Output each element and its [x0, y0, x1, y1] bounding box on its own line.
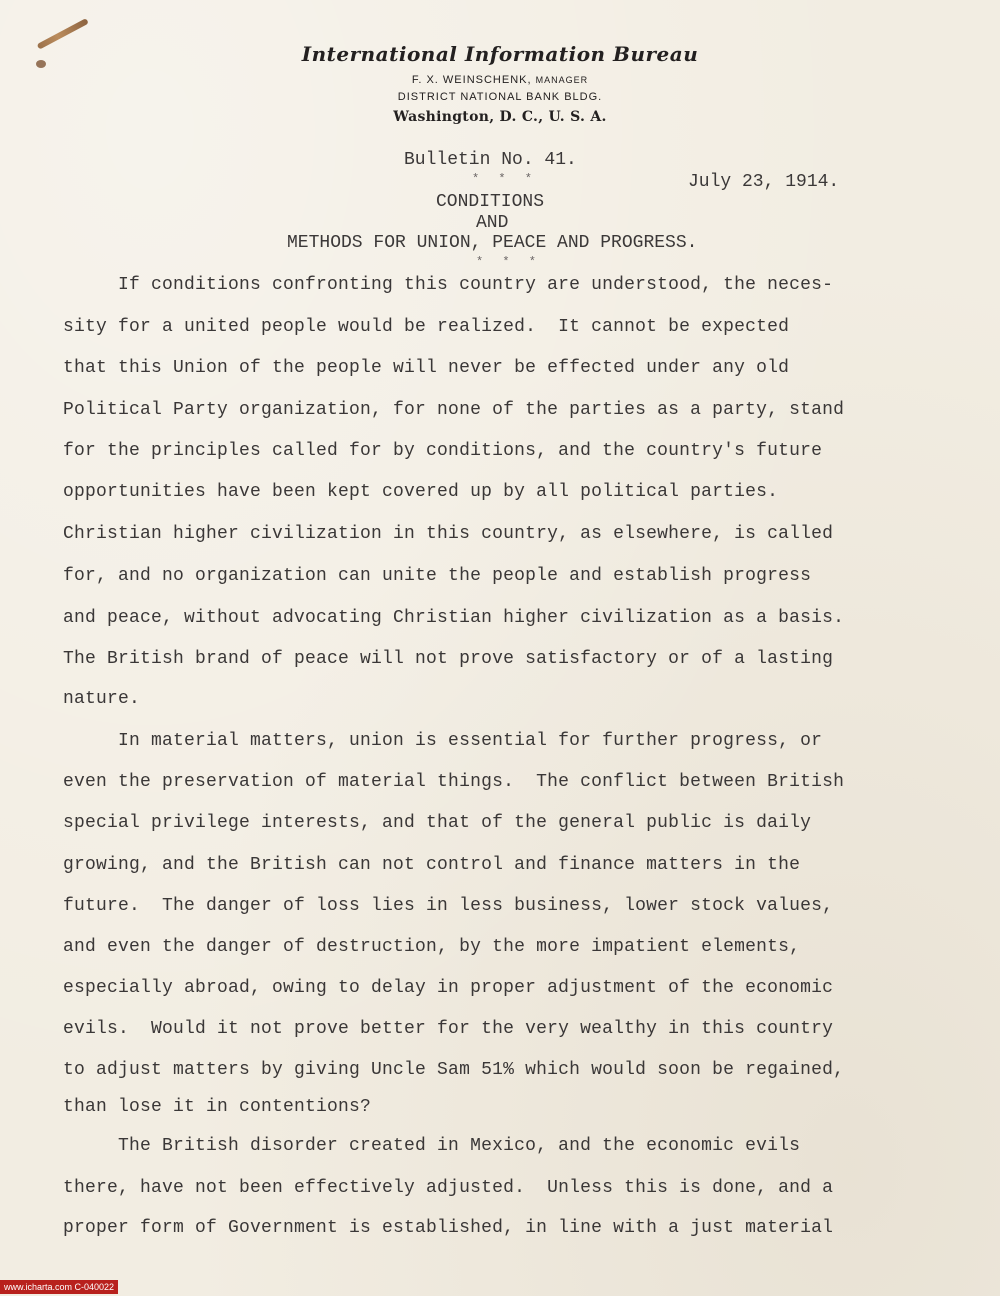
- body-line: special privilege interests, and that of the general public is daily: [63, 813, 812, 833]
- body-line: In material matters, union is essential for further progress, or: [63, 731, 823, 751]
- body-line: for, and no organization can unite the people and establish progress: [63, 566, 812, 586]
- body-line: sity for a united people would be realized. It cannot be expected: [63, 317, 790, 337]
- body-line: If conditions confronting this country are understood, the neces-: [63, 275, 834, 295]
- body-line: future. The danger of loss lies in less business, lower stock values,: [63, 896, 834, 916]
- bulletin-stars-bottom: * * *: [476, 255, 543, 269]
- bulletin-number: Bulletin No. 41.: [404, 150, 577, 170]
- body-line: and even the danger of destruction, by the more impatient elements,: [63, 937, 801, 957]
- letterhead-building: DISTRICT NATIONAL BANK BLDG.: [397, 91, 603, 103]
- body-line: Political Party organization, for none of the parties as a party, stand: [63, 400, 845, 420]
- letterhead-title: International Information Bureau: [301, 42, 699, 66]
- body-line: even the preservation of material things. The conflict between British: [63, 772, 845, 792]
- body-line: Christian higher civilization in this country, as elsewhere, is called: [63, 524, 834, 544]
- bulletin-date: July 23, 1914.: [688, 172, 840, 192]
- letterhead-city: Washington, D. C., U. S. A.: [393, 109, 607, 125]
- manager-role: MANAGER: [535, 75, 589, 85]
- body-line: that this Union of the people will never be effected under any old: [63, 358, 790, 378]
- manager-name: F. X. WEINSCHENK,: [411, 74, 532, 86]
- bulletin-stars-top: * * *: [472, 172, 539, 186]
- body-line: especially abroad, owing to delay in proper adjustment of the economic: [63, 978, 834, 998]
- body-line: than lose it in contentions?: [63, 1097, 372, 1117]
- body-line: proper form of Government is established, in line with a just material: [63, 1218, 834, 1238]
- letterhead: [0, 42, 1000, 125]
- body-line: evils. Would it not prove better for the very wealthy in this country: [63, 1019, 834, 1039]
- letterhead-manager: [0, 74, 1000, 86]
- body-line: nature.: [63, 689, 141, 709]
- body-line: there, have not been effectively adjusted. Unless this is done, and a: [63, 1178, 834, 1198]
- body-line: to adjust matters by giving Uncle Sam 51% which would soon be regained,: [63, 1060, 845, 1080]
- heading-methods: METHODS FOR UNION, PEACE AND PROGRESS.: [287, 233, 698, 253]
- heading-and: AND: [476, 213, 509, 233]
- heading-conditions: CONDITIONS: [436, 192, 545, 212]
- watermark-badge: www.icharta.com C-040022: [0, 1280, 118, 1294]
- body-line: for the principles called for by conditions, and the country's future: [63, 441, 823, 461]
- body-line: and peace, without advocating Christian higher civilization as a basis.: [63, 608, 845, 628]
- body-line: The British brand of peace will not prove satisfactory or of a lasting: [63, 649, 834, 669]
- body-line: growing, and the British can not control and finance matters in the: [63, 855, 801, 875]
- body-line: opportunities have been kept covered up by all political parties.: [63, 482, 779, 502]
- body-line: The British disorder created in Mexico, and the economic evils: [63, 1136, 801, 1156]
